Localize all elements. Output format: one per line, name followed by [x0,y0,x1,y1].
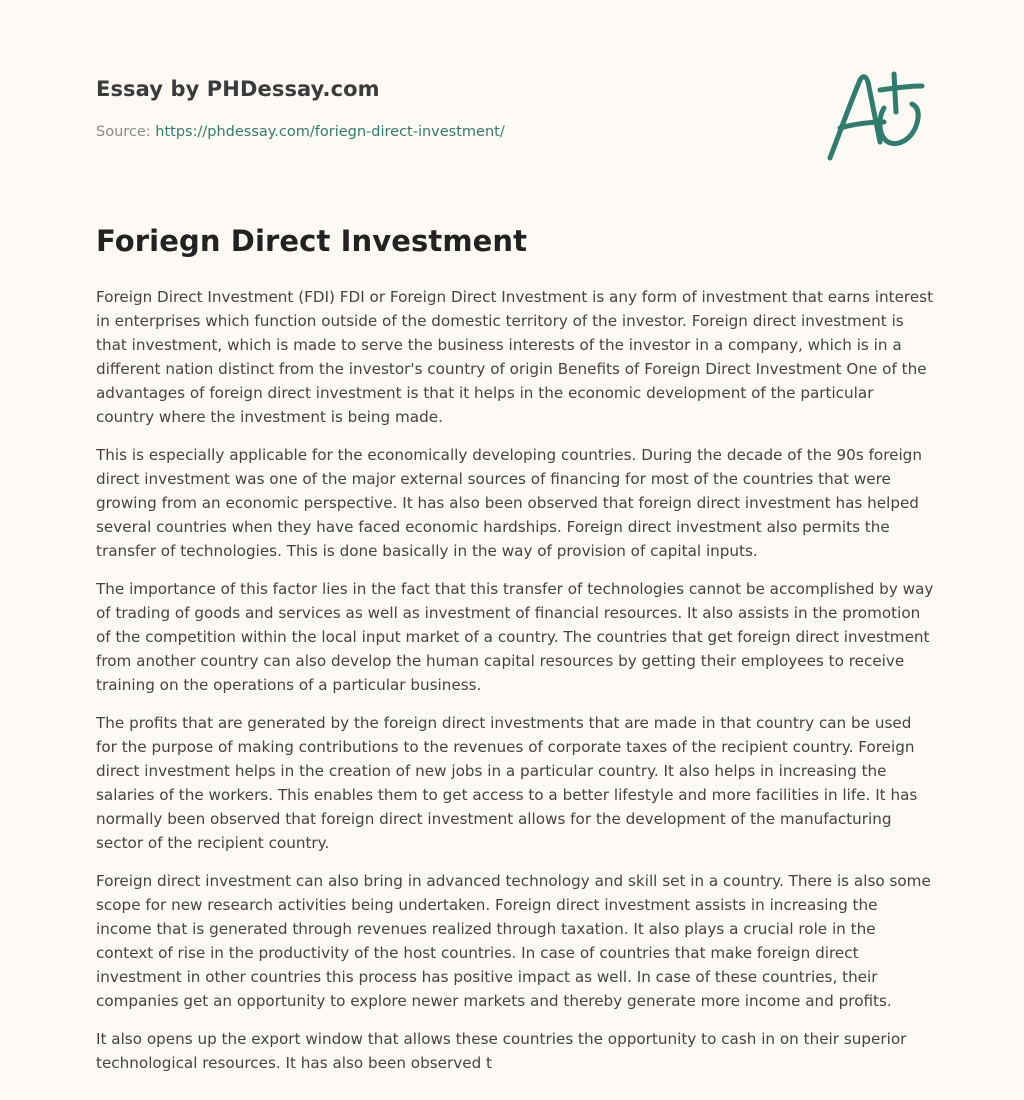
essay-paragraph: Foreign direct investment can also bring in advanced technology and skill set in a country. There is also some scope for new research activities being undertaken. Foreign direct investment assists in increasing the income that is generated through revenues realized through taxation. It also plays a crucial role in the context of rise in the productivity of the host countries. In case of countries that make foreign direct investment in other countries this process has positive impact as well. In case of these countries, their companies get an opportunity to explore newer markets and thereby generate more income and profits. [96,872,931,1010]
source-label: Source: [96,124,156,140]
essay-paragraph: It also opens up the export window that allows these countries the opportunity to cash in on their superior technological resources. It has also been observed t [96,1030,907,1072]
source-link[interactable]: https://phdessay.com/foriegn-direct-investment/ [155,124,505,140]
essay-paragraph: The importance of this factor lies in the fact that this transfer of technologies cannot be accomplished by way of trading of goods and services as well as investment of financial resources. It also assists in the promotion of the competition within the local input market of a country. The countries that get foreign direct investment from another country can also develop the human capital resources by getting their employees to receive training on the operations of a particular business. [96,580,934,694]
essay-paragraph: This is especially applicable for the economically developing countries. During the decade of the 90s foreign direct investment was one of the major external sources of financing for most of the countries that were growing from an economic perspective. It has also been observed that foreign direct investment has helped several countries when they have faced economic hardships. Foreign direct investment also permits the transfer of technologies. This is done basically in the way of provision of capital inputs. [96,446,922,560]
essay-body [96,285,936,1089]
essay-title: Foriegn Direct Investment [96,224,528,258]
site-brand: Essay by PHDessay.com [96,77,380,101]
source-line [96,124,505,140]
essay-paragraph: The profits that are generated by the foreign direct investments that are made in that country can be used for the purpose of making contributions to the revenues of corporate taxes of the recipient country. Foreign direct investment helps in the creation of new jobs in a particular country. It also helps in increasing the salaries of the workers. This enables them to get access to a better lifestyle and more facilities in life. It has normally been observed that foreign direct investment allows for the development of the manufacturing sector of the recipient country. [96,714,918,852]
a-plus-grade-icon [818,66,930,166]
essay-paragraph: Foreign Direct Investment (FDI) FDI or Foreign Direct Investment is any form of investment that earns interest in enterprises which function outside of the domestic territory of the investor. Foreign direct investment is that investment, which is made to serve the business interests of the investor in a company, which is in a different nation distinct from the investor's country of origin Benefits of Foreign Direct Investment One of the advantages of foreign direct investment is that it helps in the economic development of the particular country where the investment is being made. [96,288,934,426]
